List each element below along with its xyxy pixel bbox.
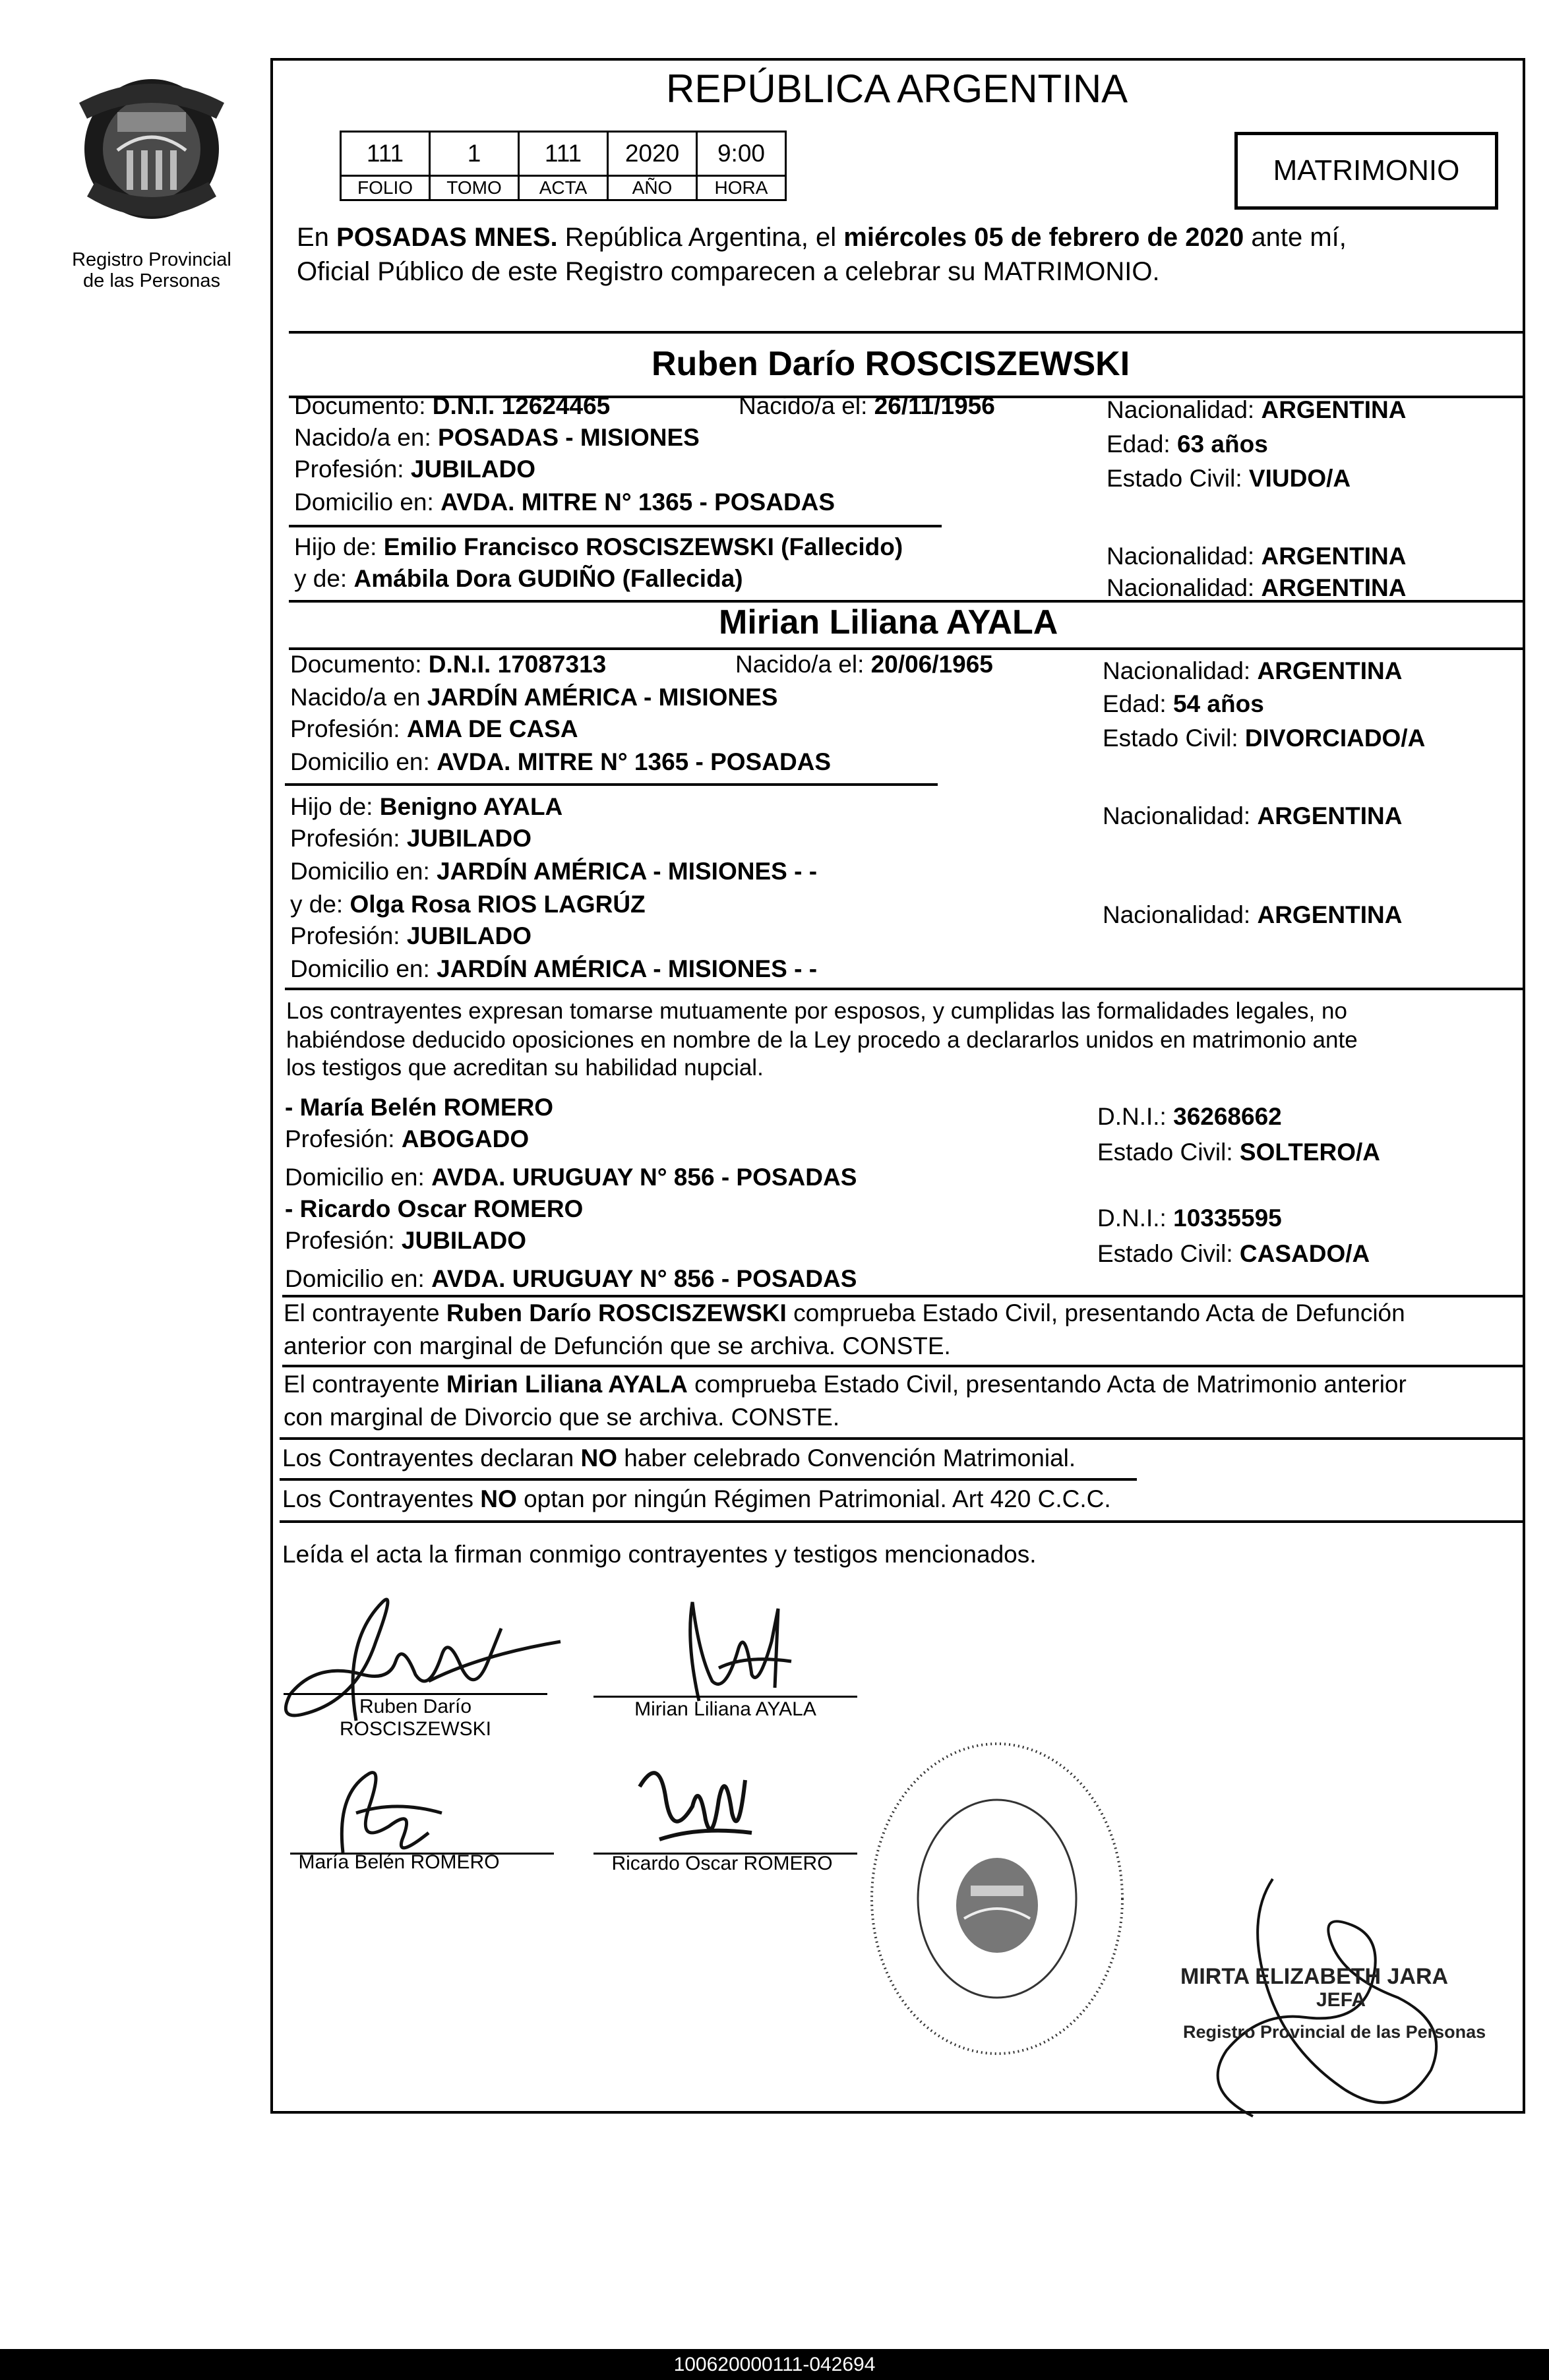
spouse2-nationality: Nacionalidad: ARGENTINA — [1103, 657, 1403, 684]
note-spouse2: El contrayente Mirian Liliana AYALA comprueba Estado Civil, presentando Acta de Matrimonio anterior — [284, 1371, 1407, 1398]
signature-ricardo — [620, 1740, 772, 1859]
officer-name: MIRTA ELIZABETH JARA — [1180, 1964, 1449, 1989]
witness1-dni: D.N.I.: 36268662 — [1097, 1103, 1282, 1130]
page-title: REPÚBLICA ARGENTINA — [666, 67, 1128, 111]
divider — [289, 525, 942, 527]
spouse2-age: Edad: 54 años — [1103, 690, 1264, 717]
spouse2-profession: Profesión: AMA DE CASA — [290, 715, 578, 742]
logo-caption-line2: de las Personas — [83, 270, 220, 291]
spouse1-mother-nationality: Nacionalidad: ARGENTINA — [1107, 574, 1407, 601]
spouse1-birthdate: Nacido/a el: 26/11/1956 — [739, 392, 995, 419]
spouse2-mother: y de: Olga Rosa RIOS LAGRÚZ — [290, 891, 646, 918]
anio-label: AÑO — [608, 176, 697, 200]
divider — [289, 331, 1525, 334]
signature-line — [284, 1693, 547, 1695]
province-emblem-icon — [73, 71, 231, 249]
witness2-profession: Profesión: JUBILADO — [285, 1227, 526, 1254]
logo-caption — [40, 249, 264, 291]
witness1-profession: Profesión: ABOGADO — [285, 1125, 530, 1152]
signature-label-maria-belen: María Belén ROMERO — [298, 1851, 500, 1873]
signature-label-ruben-line2: ROSCISZEWSKI — [339, 1718, 492, 1740]
signature-maria-belen — [310, 1754, 462, 1866]
signature-label-mirian: Mirian Liliana AYALA — [634, 1698, 816, 1720]
witness2-name: - Ricardo Oscar ROMERO — [285, 1195, 584, 1222]
witness1-civil-status: Estado Civil: SOLTERO/A — [1097, 1139, 1381, 1166]
intro-line2: Oficial Público de este Registro comparecen a celebrar su MATRIMONIO. — [297, 257, 1160, 286]
declaration-line2: habiéndose deducido oposiciones en nombre de la Ley procedo a declararlos unidos en matrimonio ante — [286, 1027, 1358, 1053]
divider — [280, 1520, 1525, 1523]
note-convention: Los Contrayentes declaran NO haber celebrado Convención Matrimonial. — [282, 1444, 1076, 1472]
spouse1-civil-status: Estado Civil: VIUDO/A — [1107, 465, 1351, 492]
divider — [280, 1478, 1137, 1481]
declaration-line3: los testigos que acreditan su habilidad nupcial. — [286, 1055, 764, 1081]
tomo-value: 1 — [430, 132, 519, 176]
spouse2-father: Hijo de: Benigno AYALA — [290, 793, 563, 820]
spouse1-name: Ruben Darío ROSCISZEWSKI — [652, 345, 1130, 383]
divider — [280, 1437, 1525, 1440]
closing-statement: Leída el acta la firman conmigo contrayentes y testigos mencionados. — [282, 1541, 1037, 1568]
logo-caption-line1: Registro Provincial — [72, 249, 231, 270]
folio-label: FOLIO — [341, 176, 430, 200]
intro-line1 — [297, 223, 1347, 252]
document-type-box: MATRIMONIO — [1234, 132, 1498, 210]
divider — [285, 988, 1525, 990]
acta-value: 111 — [519, 132, 608, 176]
divider — [282, 1365, 1525, 1367]
witness1-address: Domicilio en: AVDA. URUGUAY N° 856 - POSADAS — [285, 1164, 857, 1191]
intro-date: miércoles 05 de febrero de 2020 — [843, 223, 1244, 252]
spouse1-birthplace: Nacido/a en: POSADAS - MISIONES — [294, 424, 700, 451]
intro-place: POSADAS MNES. — [336, 223, 558, 252]
note-spouse2-line2: con marginal de Divorcio que se archiva. CONSTE. — [284, 1404, 840, 1431]
spouse1-father: Hijo de: Emilio Francisco ROSCISZEWSKI (Fallecido) — [294, 533, 903, 560]
witness1-name: - María Belén ROMERO — [285, 1094, 554, 1121]
officer-office: Registro Provincial de las Personas — [1183, 2022, 1486, 2042]
officer-role: JEFA — [1316, 1989, 1366, 2011]
witness2-dni: D.N.I.: 10335595 — [1097, 1205, 1282, 1232]
acta-label: ACTA — [519, 176, 608, 200]
intro-text-3: ante mí, — [1244, 223, 1347, 252]
spouse1-address: Domicilio en: AVDA. MITRE N° 1365 - POSADAS — [294, 489, 835, 516]
spouse1-document: Documento: D.N.I. 12624465 — [294, 392, 611, 419]
official-seal-icon — [865, 1734, 1129, 2064]
anio-value: 2020 — [608, 132, 697, 176]
official-seal — [865, 1734, 1129, 2064]
intro-text-1: En — [297, 223, 337, 252]
spouse1-age: Edad: 63 años — [1107, 431, 1268, 458]
signature-mirian — [659, 1589, 831, 1708]
folio-value: 111 — [341, 132, 430, 176]
witness2-civil-status: Estado Civil: CASADO/A — [1097, 1240, 1370, 1267]
spouse2-name: Mirian Liliana AYALA — [719, 603, 1058, 641]
spouse2-civil-status: Estado Civil: DIVORCIADO/A — [1103, 725, 1426, 752]
spouse2-mother-address: Domicilio en: JARDÍN AMÉRICA - MISIONES - - — [290, 955, 818, 982]
divider — [282, 1295, 1525, 1297]
note-spouse1-line2: anterior con marginal de Defunción que se archiva. CONSTE. — [284, 1332, 951, 1359]
signature-label-ricardo: Ricardo Oscar ROMERO — [611, 1853, 833, 1874]
hora-label: HORA — [697, 176, 786, 200]
spouse2-mother-nationality: Nacionalidad: ARGENTINA — [1103, 901, 1403, 928]
spouse2-mother-profession: Profesión: JUBILADO — [290, 922, 532, 949]
officer-signature — [1121, 1853, 1490, 2129]
note-spouse1: El contrayente Ruben Darío ROSCISZEWSKI comprueba Estado Civil, presentando Acta de Defunción — [284, 1299, 1405, 1326]
divider — [285, 783, 938, 786]
spouse2-father-nationality: Nacionalidad: ARGENTINA — [1103, 802, 1403, 829]
declaration-line1: Los contrayentes expresan tomarse mutuamente por esposos, y cumplidas las formalidades legales, no — [286, 998, 1347, 1024]
spouse2-father-address: Domicilio en: JARDÍN AMÉRICA - MISIONES - - — [290, 858, 818, 885]
spouse2-birthdate: Nacido/a el: 20/06/1965 — [735, 651, 993, 678]
note-regime: Los Contrayentes NO optan por ningún Régimen Patrimonial. Art 420 C.C.C. — [282, 1485, 1111, 1512]
hora-value: 9:00 — [697, 132, 786, 176]
spouse2-father-profession: Profesión: JUBILADO — [290, 825, 532, 852]
registry-reference-table — [340, 131, 787, 201]
spouse1-profession: Profesión: JUBILADO — [294, 456, 535, 483]
signature-line — [593, 1696, 857, 1698]
signature-label-ruben-line1: Ruben Darío — [359, 1696, 472, 1717]
spouse1-father-nationality: Nacionalidad: ARGENTINA — [1107, 543, 1407, 570]
witness2-address: Domicilio en: AVDA. URUGUAY N° 856 - POSADAS — [285, 1265, 857, 1292]
spouse2-document: Documento: D.N.I. 17087313 — [290, 651, 607, 678]
intro-text-2: República Argentina, el — [557, 223, 844, 252]
registry-logo — [73, 71, 231, 249]
signature-label-ruben — [284, 1696, 547, 1740]
spouse1-mother: y de: Amábila Dora GUDIÑO (Fallecida) — [294, 565, 743, 592]
document-code-bar: 100620000111-042694 — [0, 2349, 1549, 2380]
spouse2-address: Domicilio en: AVDA. MITRE N° 1365 - POSADAS — [290, 748, 832, 775]
tomo-label: TOMO — [430, 176, 519, 200]
spouse2-birthplace: Nacido/a en JARDÍN AMÉRICA - MISIONES — [290, 684, 778, 711]
spouse1-nationality: Nacionalidad: ARGENTINA — [1107, 396, 1407, 423]
